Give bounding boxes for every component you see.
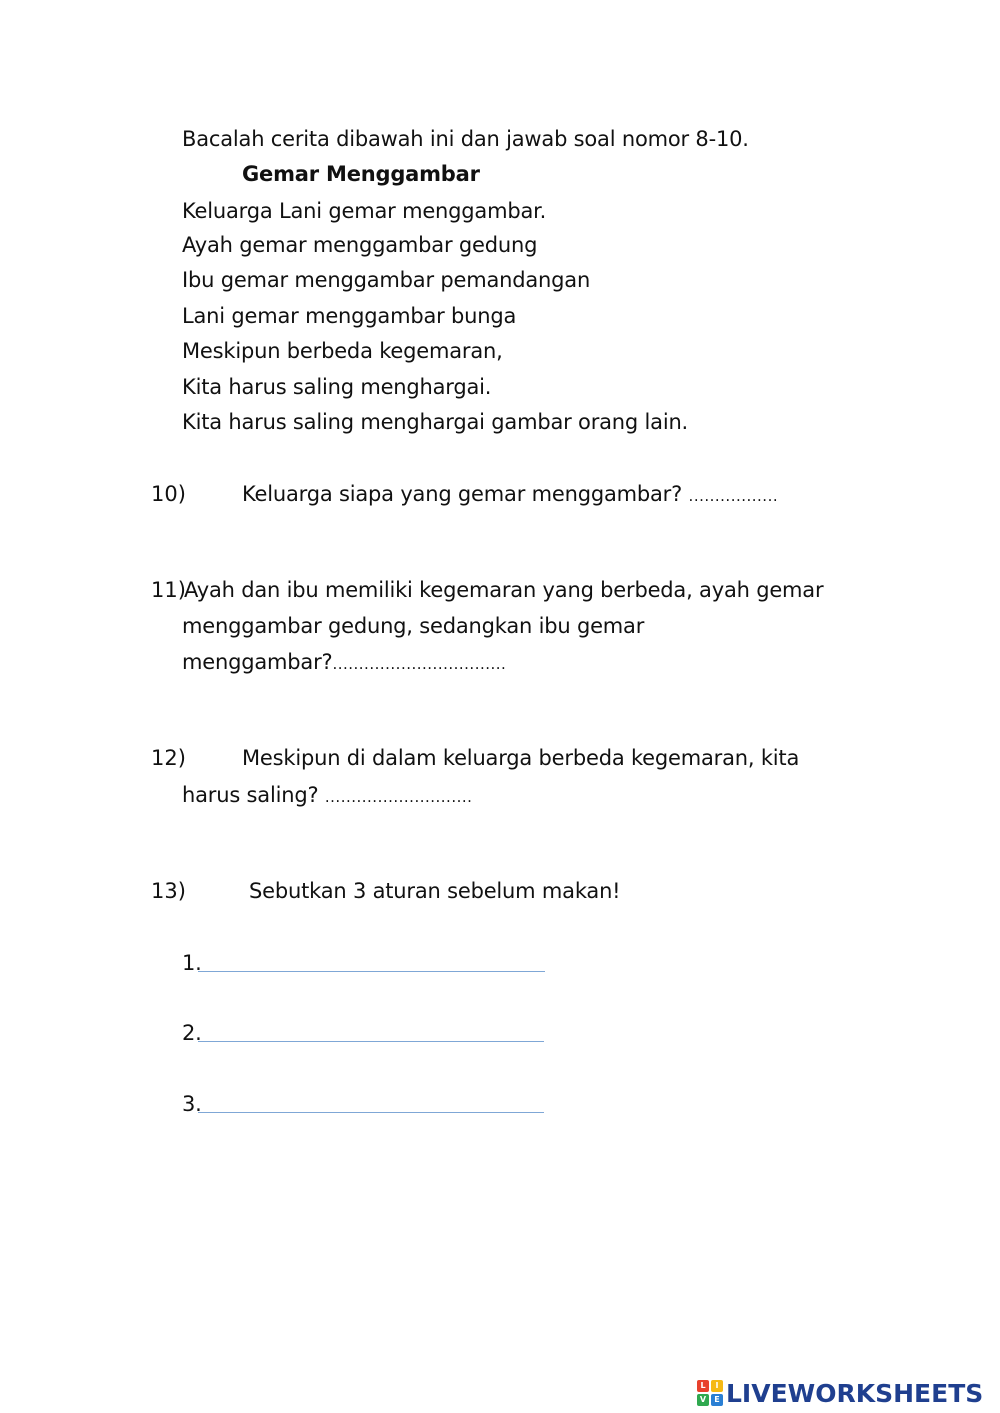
question-11-text-end: menggambar?	[182, 650, 333, 674]
logo-tile: E	[711, 1394, 723, 1406]
logo-tile: V	[697, 1394, 709, 1406]
story-line: Ayah gemar menggambar gedung	[182, 233, 538, 257]
liveworksheets-logo	[697, 1378, 983, 1408]
question-12-text-end: harus saling?	[182, 783, 319, 807]
answer-input-2[interactable]	[198, 1016, 548, 1042]
answer-underline-1	[198, 971, 545, 972]
answer-underline-2	[198, 1041, 544, 1042]
question-11-line-2: menggambar gedung, sedangkan ibu gemar	[182, 614, 645, 638]
question-12-line-1: Meskipun di dalam keluarga berbeda kegemaran, kita	[242, 746, 800, 770]
story-line: Ibu gemar menggambar pemandangan	[182, 268, 591, 292]
instruction-text: Bacalah cerita dibawah ini dan jawab soal nomor 8-10.	[182, 127, 749, 151]
question-10	[242, 481, 778, 509]
question-11-line-3	[182, 649, 506, 677]
question-number-11: 11)	[151, 578, 186, 602]
answer-label-2: 2.	[182, 1021, 202, 1045]
question-10-text: Keluarga siapa yang gemar menggambar?	[242, 482, 683, 506]
answer-input-1[interactable]	[198, 946, 548, 972]
liveworksheets-logo-icon	[697, 1380, 723, 1406]
question-11-line-1: Ayah dan ibu memiliki kegemaran yang berbeda, ayah gemar	[184, 578, 824, 602]
question-12-blank[interactable]: ............................	[324, 788, 473, 806]
question-number-10: 10)	[151, 482, 186, 506]
story-line: Keluarga Lani gemar menggambar.	[182, 199, 547, 223]
story-line: Kita harus saling menghargai gambar orang lain.	[182, 410, 689, 434]
logo-text: LIVEWORKSHEETS	[726, 1378, 984, 1408]
logo-tile: L	[697, 1380, 709, 1392]
question-number-12: 12)	[151, 746, 186, 770]
question-13-text: Sebutkan 3 aturan sebelum makan!	[249, 879, 621, 903]
answer-label-1: 1.	[182, 951, 202, 975]
answer-underline-3	[198, 1112, 544, 1113]
logo-tile: I	[711, 1380, 723, 1392]
question-12-line-2	[182, 782, 472, 810]
answer-input-3[interactable]	[198, 1087, 548, 1113]
question-number-13: 13)	[151, 879, 186, 903]
story-line: Kita harus saling menghargai.	[182, 375, 492, 399]
story-line: Lani gemar menggambar bunga	[182, 304, 517, 328]
answer-label-3: 3.	[182, 1092, 202, 1116]
question-10-blank[interactable]: .................	[688, 487, 779, 505]
story-line: Meskipun berbeda kegemaran,	[182, 339, 503, 363]
question-11-blank[interactable]: .................................	[332, 655, 507, 673]
story-title: Gemar Menggambar	[242, 162, 480, 186]
